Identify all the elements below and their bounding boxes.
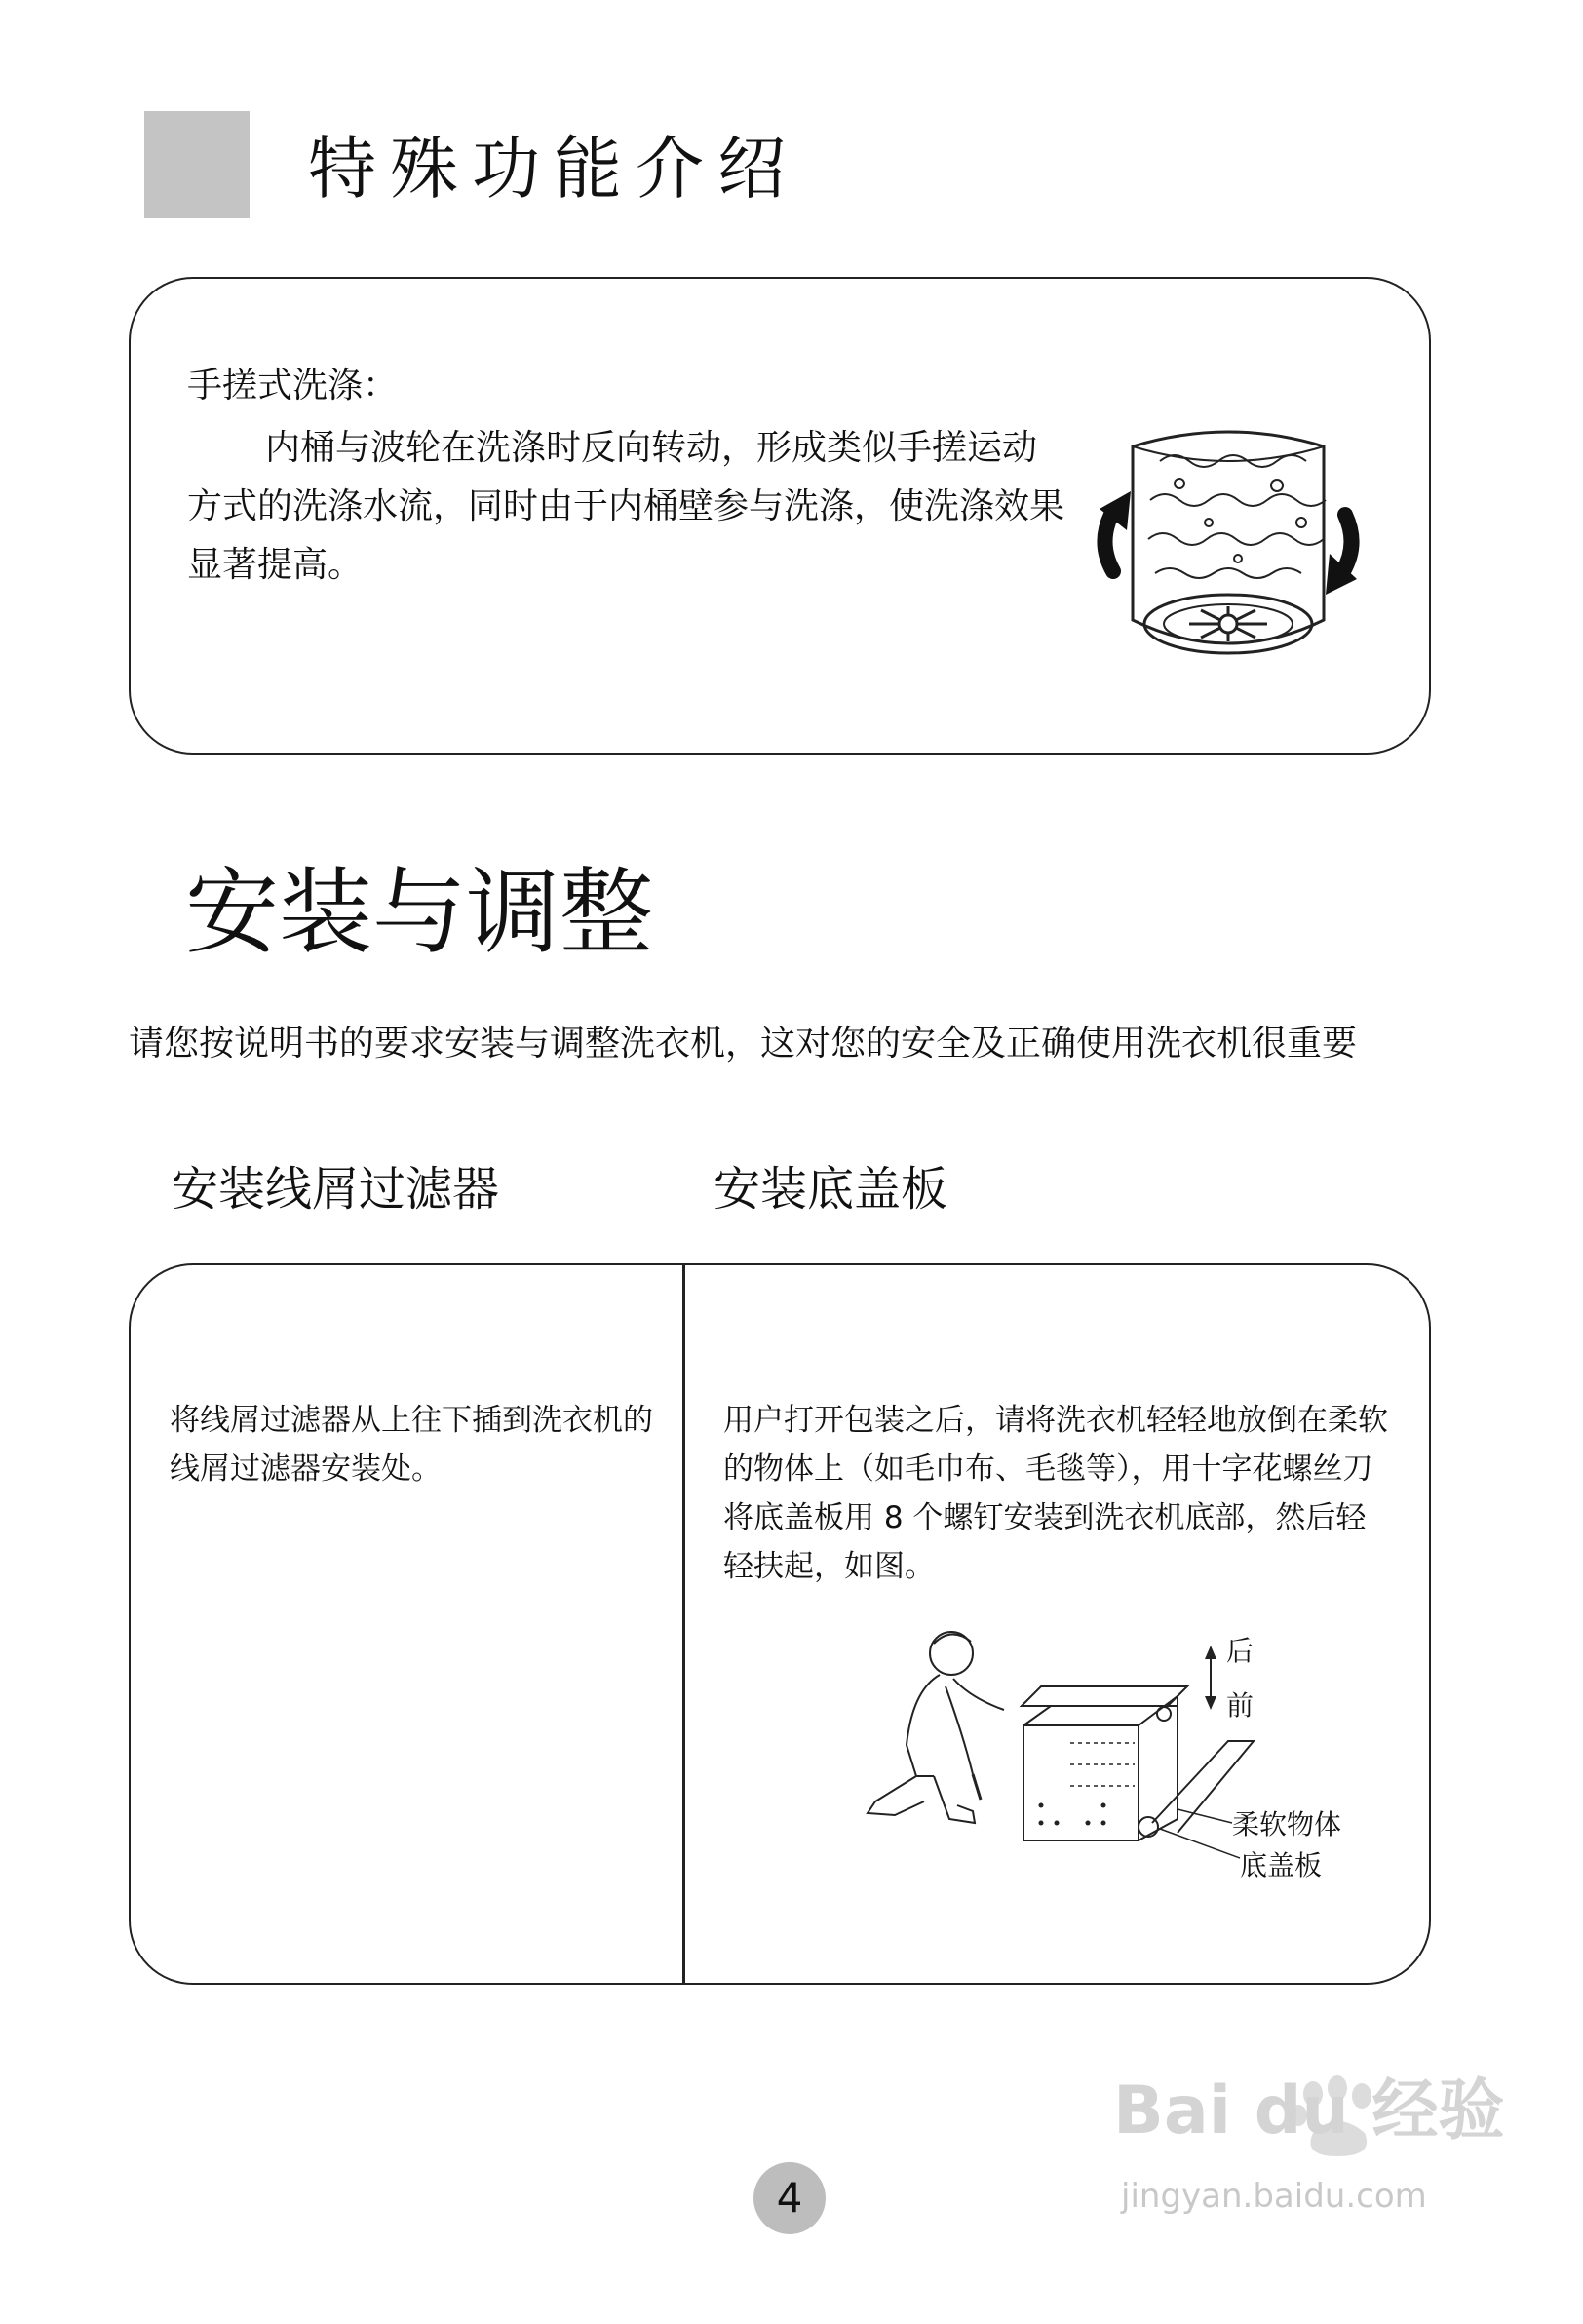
label-front: 前	[1226, 1689, 1255, 1722]
washer-drum-illustration	[1092, 407, 1365, 690]
feature-description: 内桶与波轮在洗涤时反向转动，形成类似手搓运动方式的洗涤水流，同时由于内桶壁参与洗涤，使洗涤效果显著提高。	[187, 428, 1065, 585]
watermark-url: jingyan.baidu.com	[1121, 2177, 1427, 2216]
section-title-install: 安装与调整	[185, 858, 653, 967]
bottom-cover-instructions: 用户打开包装之后，请将洗衣机轻轻地放倒在柔软的物体上（如毛巾布、毛毯等），用十字花螺丝刀将底盖板用 8 个螺钉安装到洗衣机底部，然后轻轻扶起，如图。	[723, 1403, 1388, 1584]
lint-filter-instructions: 将线屑过滤器从上往下插到洗衣机的线屑过滤器安装处。	[170, 1403, 653, 1487]
feature-subheading: 手搓式洗涤：	[187, 366, 399, 406]
label-soft-object: 柔软物体	[1232, 1808, 1342, 1840]
column-divider	[682, 1263, 685, 1985]
install-intro: 请您按说明书的要求安装与调整洗衣机，这对您的安全及正确使用洗衣机很重要	[129, 1024, 1358, 1064]
label-bottom-cover: 底盖板	[1240, 1849, 1323, 1881]
page-number: 4	[753, 2162, 826, 2234]
heading-bottom-cover: 安装底盖板	[714, 1162, 948, 1217]
section-marker	[144, 111, 250, 218]
section-title-special-features: 特殊功能介绍	[308, 129, 799, 209]
heading-lint-filter: 安装线屑过滤器	[172, 1162, 500, 1217]
label-back: 后	[1226, 1635, 1255, 1667]
watermark-brand: Bai du 经验	[1113, 2072, 1505, 2150]
